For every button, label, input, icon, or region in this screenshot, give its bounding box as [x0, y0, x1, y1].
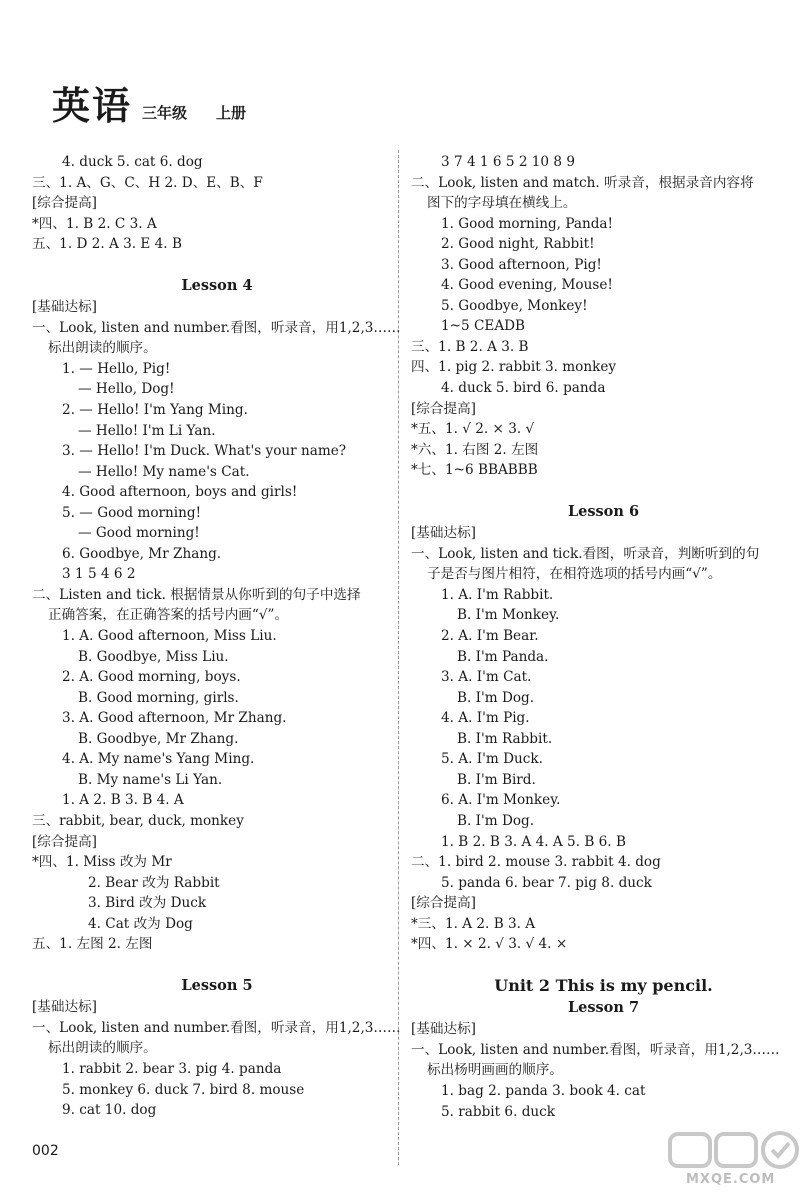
lesson-heading: Lesson 4 [181, 277, 253, 295]
answer-line: B. I'm Panda. [457, 648, 549, 665]
watermark-text: MXQE.COM [686, 1172, 776, 1187]
answer-line: 1. Good morning, Panda! [441, 215, 613, 232]
answer-line: 一、Look, listen and tick.看图，听录音，判断听到的句 [411, 545, 760, 562]
answer-line: 2. A. Good morning, boys. [62, 669, 241, 686]
left-column [32, 152, 402, 1121]
lesson-heading: Lesson 6 [567, 503, 640, 521]
answer-line: — Hello, Dog! [78, 381, 175, 398]
answer-line: B. I'm Bird. [457, 771, 536, 788]
right-column [411, 152, 796, 1122]
answer-line: 一、Look, listen and number.看图，听录音，用1,2,3…… [32, 1019, 401, 1036]
answer-line: 子是否与图片相符，在相符选项的括号内画“√”。 [427, 566, 722, 583]
answer-line: 5. — Good morning! [62, 504, 202, 521]
answer-line: 3. Bird 改为 Duck [88, 895, 207, 912]
answer-line: *五、1. √ 2. × 3. √ [411, 421, 535, 438]
lesson-heading: Lesson 5 [181, 977, 253, 995]
answer-line: 1. bag 2. panda 3. book 4. cat [441, 1082, 646, 1099]
answer-line: 4. A. My name's Yang Ming. [62, 751, 255, 768]
answer-line: 2. Good night, Rabbit! [441, 236, 595, 253]
answer-line: *四、1. B 2. C 3. A [32, 215, 157, 232]
answer-line: 4. duck 5. cat 6. dog [62, 154, 203, 170]
answer-line: 3 1 5 4 6 2 [62, 566, 136, 583]
answer-line: 三、rabbit, bear, duck, monkey [32, 812, 244, 829]
answer-line: B. My name's Li Yan. [78, 771, 223, 788]
answer-line: 二、Look, listen and match. 听录音，根据录音内容将 [411, 174, 754, 191]
answer-line: — Hello! I'm Li Yan. [78, 422, 216, 439]
answer-line: — Hello! My name's Cat. [78, 463, 250, 480]
answer-line: 5. monkey 6. duck 7. bird 8. mouse [62, 1081, 305, 1098]
answer-line: 正确答案，在正确答案的括号内画“√”。 [48, 607, 289, 624]
answer-line: 2. — Hello! I'm Yang Ming. [62, 402, 248, 419]
section-gap [32, 255, 402, 276]
answer-line: [基础达标] [411, 1021, 476, 1038]
answer-line: [综合提高] [32, 195, 97, 212]
answer-line: *四、1. Miss 改为 Mr [32, 854, 172, 871]
unit-heading: Unit 2 This is my pencil. [494, 976, 713, 996]
answer-line: 6. Goodbye, Mr Zhang. [62, 545, 222, 562]
answer-line: 2. A. I'm Bear. [441, 628, 539, 645]
answer-line: 图下的字母填在横线上。 [427, 195, 577, 212]
answer-line: 4. duck 5. bird 6. panda [441, 380, 606, 397]
answer-line: 二、1. bird 2. mouse 3. rabbit 4. dog [411, 854, 661, 871]
answer-line: [基础达标] [32, 299, 97, 316]
answer-line: 1. rabbit 2. bear 3. pig 4. panda [62, 1060, 282, 1077]
answer-line: 四、1. pig 2. rabbit 3. monkey [411, 359, 617, 376]
answer-line: B. Goodbye, Miss Liu. [78, 648, 229, 665]
answer-line: 标出朗读的顺序。 [48, 1040, 157, 1057]
answer-line: 1. A 2. B 3. B 4. A [62, 792, 184, 809]
section-gap [411, 955, 796, 976]
answer-line: B. Goodbye, Mr Zhang. [78, 730, 239, 747]
answer-line: 9. cat 10. dog [62, 1102, 157, 1119]
answer-line: 一、Look, listen and number.看图，听录音，用1,2,3…… [32, 319, 401, 336]
lesson-heading: Lesson 7 [567, 999, 640, 1017]
answer-line: [综合提高] [32, 833, 97, 850]
answer-line: *七、1~6 BBABBB [411, 462, 538, 479]
answer-line: *四、1. × 2. √ 3. √ 4. × [411, 936, 568, 953]
answer-line: B. I'm Dog. [457, 689, 535, 706]
answer-line: 3 7 4 1 6 5 2 10 8 9 [441, 154, 576, 170]
answer-line: [综合提高] [411, 895, 476, 912]
grade-label: 三年级 [142, 104, 188, 122]
page-number: 002 [32, 1143, 59, 1159]
answer-line: 5. panda 6. bear 7. pig 8. duck [441, 874, 652, 891]
answer-line: 三、1. A、G、C、H 2. D、E、B、F [32, 174, 263, 191]
answer-line: 5. rabbit 6. duck [441, 1103, 556, 1120]
answer-line: *六、1. 右图 2. 左图 [411, 441, 539, 458]
subject-title: 英语 [52, 84, 133, 128]
answer-line: 3. — Hello! I'm Duck. What's your name? [62, 443, 347, 460]
answer-line: — Good morning! [78, 525, 200, 542]
answer-line: 4. Good afternoon, boys and girls! [62, 484, 298, 501]
answer-line: 5. Goodbye, Monkey! [441, 297, 588, 314]
answer-line: 6. A. I'm Monkey. [441, 792, 561, 809]
watermark-logo-icon [668, 1128, 803, 1172]
answer-line: 4. Cat 改为 Dog [88, 915, 193, 932]
answer-line: 3. Good afternoon, Pig! [441, 256, 602, 273]
volume-label: 上册 [216, 104, 247, 122]
answer-line: 二、Listen and tick. 根据情景从你听到的句子中选择 [32, 586, 361, 603]
section-gap [411, 481, 796, 502]
answer-line: 1. A. I'm Rabbit. [441, 586, 554, 603]
answer-line: B. I'm Monkey. [457, 607, 560, 624]
answer-line: 三、1. B 2. A 3. B [411, 338, 529, 355]
answer-line: 一、Look, listen and number.看图，听录音，用1,2,3…… [411, 1041, 780, 1058]
answer-line: 五、1. 左图 2. 左图 [32, 936, 153, 953]
answer-line: B. Good morning, girls. [78, 689, 239, 706]
answer-line: 4. Good evening, Mouse! [441, 277, 613, 294]
answer-line: 4. A. I'm Pig. [441, 710, 530, 727]
answer-line: [基础达标] [411, 525, 476, 542]
answer-line: [基础达标] [32, 999, 97, 1016]
answer-line: 五、1. D 2. A 3. E 4. B [32, 236, 182, 253]
answer-line: 1~5 CEADB [441, 318, 526, 335]
answer-line: 5. A. I'm Duck. [441, 751, 543, 768]
answer-line: B. I'm Dog. [457, 812, 535, 829]
answer-line: 1. B 2. B 3. A 4. A 5. B 6. B [441, 833, 626, 850]
answer-line: 1. — Hello, Pig! [62, 360, 171, 377]
answer-line: 3. A. I'm Cat. [441, 669, 532, 686]
answer-line: 1. A. Good afternoon, Miss Liu. [62, 628, 277, 645]
answer-line: 2. Bear 改为 Rabbit [88, 874, 220, 891]
answer-line: *三、1. A 2. B 3. A [411, 915, 536, 932]
answer-line: [综合提高] [411, 400, 476, 417]
site-watermark [668, 1128, 803, 1192]
section-gap [32, 955, 402, 976]
answer-line: 标出朗读的顺序。 [48, 340, 157, 357]
answer-line: 标出杨明画画的顺序。 [427, 1062, 563, 1079]
answer-line: B. I'm Rabbit. [457, 730, 553, 747]
answer-line: 3. A. Good afternoon, Mr Zhang. [62, 710, 287, 727]
